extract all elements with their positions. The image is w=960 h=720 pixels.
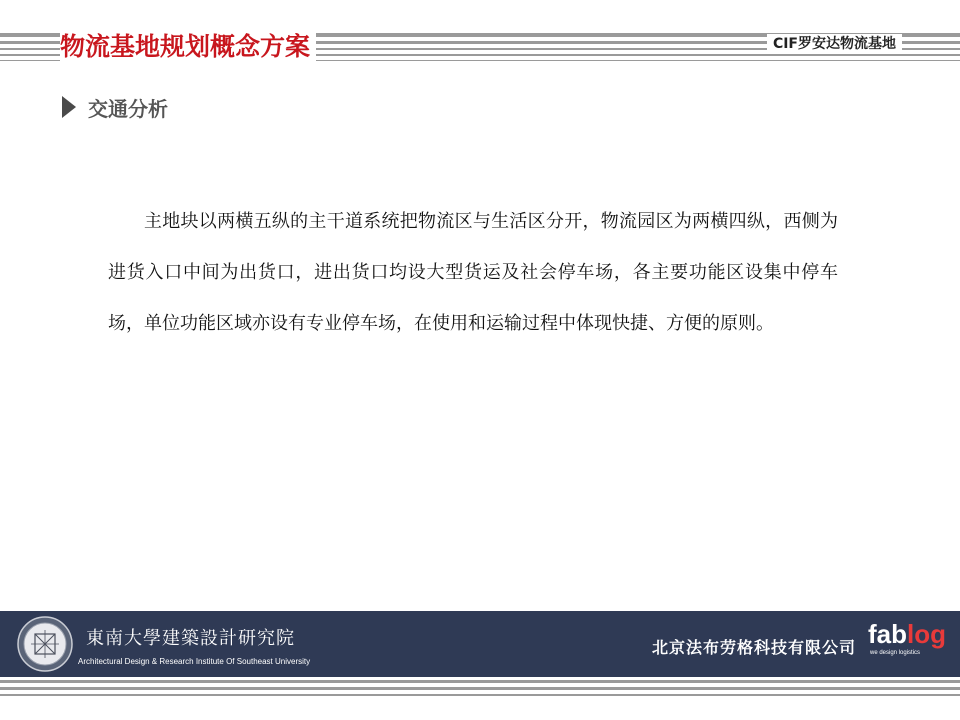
section-heading	[62, 92, 168, 122]
institute-name-cn: 東南大學建築設計研究院	[86, 628, 295, 649]
brand-logo	[868, 620, 946, 648]
section-title: 交通分析	[88, 96, 168, 121]
brand-logo-fab: fab	[868, 619, 907, 649]
institute-name-en: Architectural Design & Research Institute Of Southeast University	[78, 657, 311, 666]
page-title: 物流基地规划概念方案	[60, 30, 316, 64]
brand-logo-log: log	[907, 619, 946, 649]
project-name: CIF罗安达物流基地	[767, 34, 902, 54]
university-seal-icon	[17, 616, 73, 672]
company-name: 北京法布劳格科技有限公司	[652, 638, 857, 657]
brand-tagline: we design logistics	[870, 650, 921, 656]
triangle-right-icon	[62, 96, 76, 118]
body-paragraph: 主地块以两横五纵的主干道系统把物流区与生活区分开，物流园区为两横四纵，西侧为进货入口中间为出货口，进出货口均设大型货运及社会停车场，各主要功能区设集中停车场，单位功能区域亦设有专业停车场，在使用和运输过程中体现快捷、方便的原则。	[108, 211, 838, 334]
